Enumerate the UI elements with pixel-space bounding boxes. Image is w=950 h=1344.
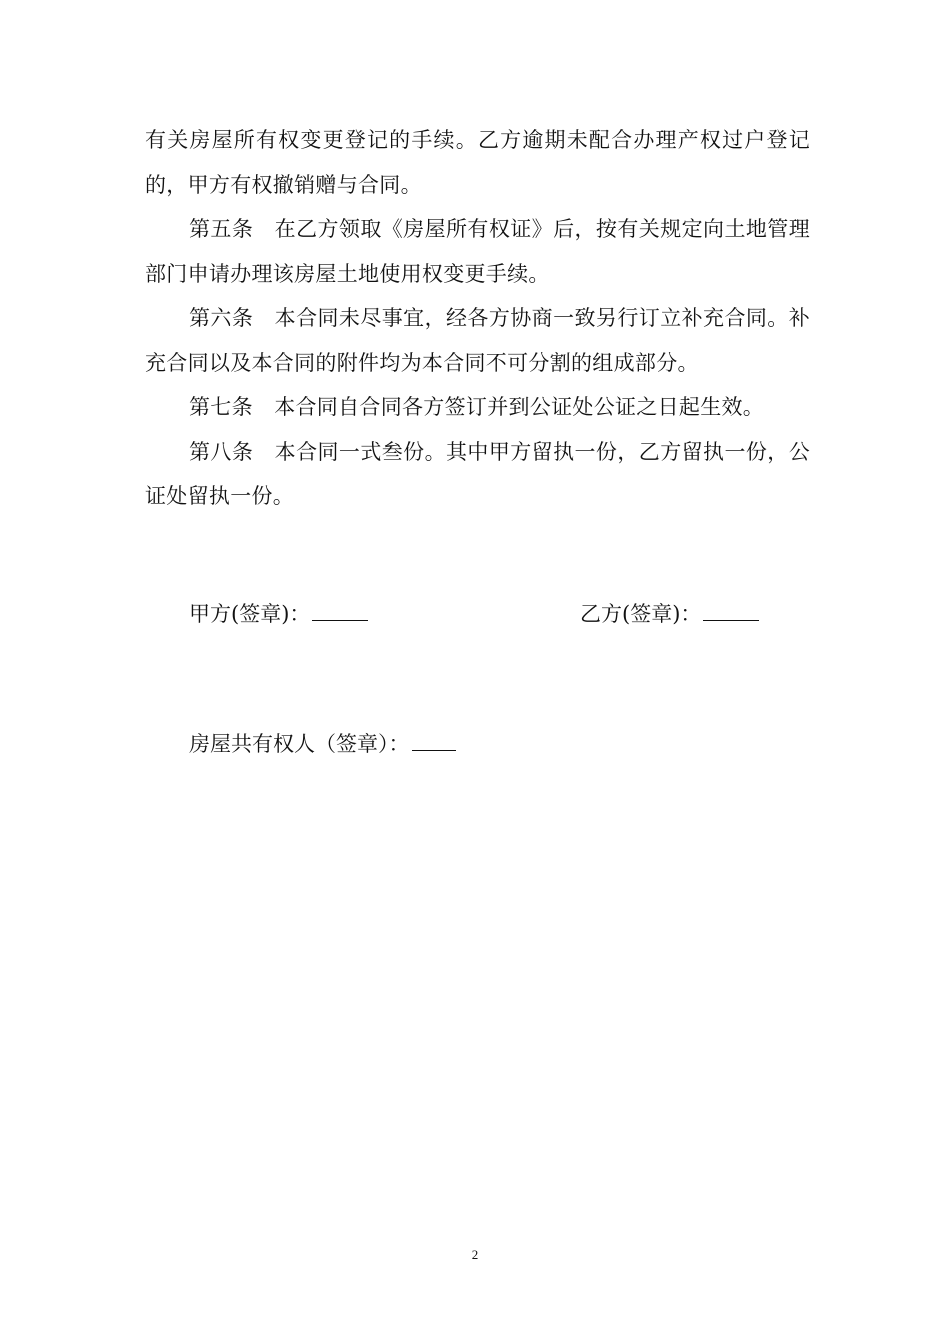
article-7: 第七条 本合同自合同各方签订并到公证处公证之日起生效。 <box>189 395 765 419</box>
party-b-signature-label: 乙方(签章)： <box>580 602 702 626</box>
page-number: 2 <box>471 1247 479 1262</box>
party-b-signature-line <box>703 600 759 621</box>
party-b-signature <box>580 599 759 629</box>
co-owner-signature-line <box>412 730 456 751</box>
paragraph-continuation: 有关房屋所有权变更登记的手续。乙方逾期未配合办理产权过户登记的，甲方有权撤销赠与合同。 <box>145 128 810 197</box>
party-a-signature-line <box>312 600 368 621</box>
co-owner-signature-label: 房屋共有权人（签章）： <box>189 732 410 756</box>
co-owner-signature <box>189 729 456 759</box>
contract-body <box>145 118 810 519</box>
party-a-signature-label: 甲方(签章)： <box>189 602 311 626</box>
article-5: 第五条 在乙方领取《房屋所有权证》后，按有关规定向土地管理部门申请办理该房屋土地使用权变更手续。 <box>145 217 810 286</box>
article-8: 第八条 本合同一式叁份。其中甲方留执一份，乙方留执一份，公证处留执一份。 <box>145 439 810 508</box>
article-6: 第六条 本合同未尽事宜，经各方协商一致另行订立补充合同。补充合同以及本合同的附件均为本合同不可分割的组成部分。 <box>145 306 810 375</box>
party-a-signature <box>189 599 368 629</box>
